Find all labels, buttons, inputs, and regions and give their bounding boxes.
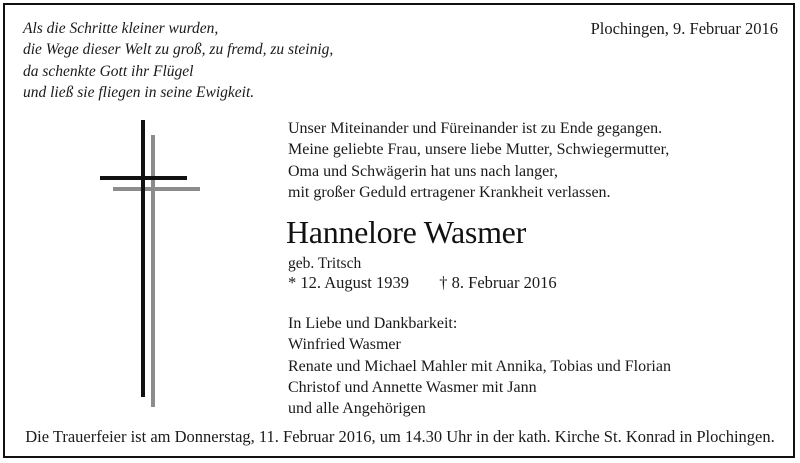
intro-line: Unser Miteinander und Füreinander ist zu Ende gegangen.	[288, 120, 663, 137]
cross-icon	[98, 120, 202, 410]
mourners-line: Christof und Annette Wasmer mit Jann	[288, 378, 537, 396]
poem-line: die Wege dieser Welt zu groß, zu fremd, zu steinig,	[23, 41, 334, 59]
mourners-line: Renate und Michael Mahler mit Annika, Tobias und Florian	[288, 357, 671, 375]
birth-date: * 12. August 1939	[288, 273, 410, 292]
mourners-line: Winfried Wasmer	[288, 336, 401, 354]
cross-dark-horizontal	[100, 176, 187, 180]
place-date: Plochingen, 9. Februar 2016	[590, 19, 778, 38]
cross-dark-vertical	[141, 120, 145, 397]
poem	[23, 18, 333, 104]
funeral-notice: Die Trauerfeier ist am Donnerstag, 11. Februar 2016, um 14.30 Uhr in der kath. Kirche St. Konrad in Plochingen.	[25, 427, 775, 446]
poem-line: und ließ sie fliegen in seine Ewigkeit.	[23, 84, 255, 102]
poem-line: da schenkte Gott ihr Flügel	[23, 62, 194, 80]
death-date: † 8. Februar 2016	[439, 273, 557, 292]
mourners	[288, 313, 671, 419]
maiden-name: geb. Tritsch	[288, 255, 362, 272]
intro-line: mit großer Geduld ertragener Krankheit verlassen.	[288, 184, 611, 202]
cross-grey-horizontal	[113, 187, 200, 191]
mourners-line: In Liebe und Dankbarkeit:	[288, 315, 458, 332]
intro-line: Oma und Schwägerin hat uns nach langer,	[288, 162, 558, 180]
intro-line: Meine geliebte Frau, unsere liebe Mutter, Schwiegermutter,	[288, 141, 670, 159]
deceased-name: Hannelore Wasmer	[286, 214, 526, 250]
life-dates	[288, 272, 557, 294]
intro-text	[288, 118, 669, 204]
mourners-line: und alle Angehörigen	[288, 400, 426, 418]
poem-line: Als die Schritte kleiner wurden,	[23, 20, 219, 37]
